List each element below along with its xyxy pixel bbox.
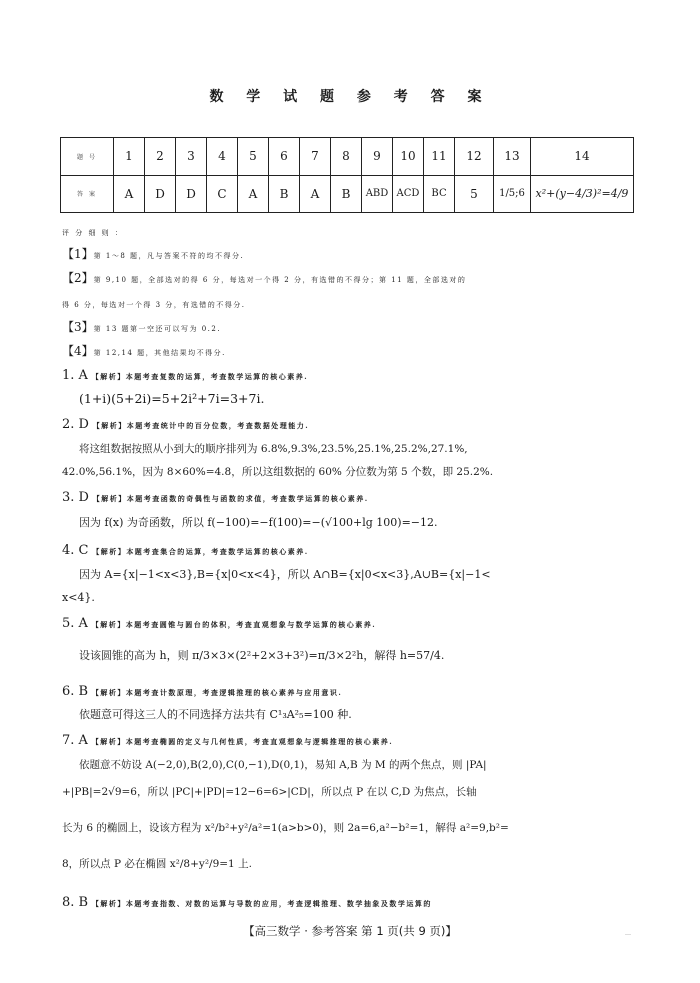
solution-line: 将这组数据按照从小到大的顺序排列为 6.8%,9.3%,23.5%,25.1%,25.2%,27.1%, [79,443,468,455]
solution-header: 2. D 【解析】本题考查统计中的百分位数，考查数据处理能力. [62,417,310,432]
table-cell: x²+(y−4/3)²=4/9 [531,175,634,213]
rule-item: 【2】第 9,10 题，全部选对的得 6 分，每选对一个得 2 分，有选错的不得分；第 11 题，全部选对的 [62,271,467,285]
solution-line: 42.0%,56.1%，因为 8×60%=4.8，所以这组数据的 60% 分位数为第 5 个数，即 25.2%. [62,466,494,478]
solution-line: 依题意可得这三人的不同选择方法共有 C¹₃A²₅=100 种. [79,708,352,721]
table-cell: 8 [331,138,362,176]
solution-header: 6. B 【解析】本题考查计数原理，考查逻辑推理的核心素养与应用意识. [62,684,343,699]
table-cell: C [207,175,238,213]
table-cell: BC [424,175,455,213]
table-cell: D [176,175,207,213]
table-cell: ACD [393,175,424,213]
solution-line: 因为 f(x) 为奇函数，所以 f(−100)=−f(100)=−(√100+lg 100)=−12. [79,516,438,529]
solution-header: 1. A 【解析】本题考查复数的运算，考查数学运算的核心素养. [62,368,309,383]
table-cell: A [114,175,145,213]
table-cell: B [331,175,362,213]
table-cell: 1 [114,138,145,176]
solution-header: 5. A 【解析】本题考查圆锥与圆台的体积，考查直观想象与数学运算的核心素养. [62,616,377,631]
rules-heading: 评 分 细 则 ： [62,229,124,237]
decorative-dots: … [625,930,631,937]
solution-line: 依题意不妨设 A(−2,0),B(2,0),C(0,−1),D(0,1)，易知 A,B 为 M 的两个焦点，则 |PA| [79,759,487,771]
rule-item: 【1】第 1～8 题，凡与答案不符的均不得分. [62,247,245,261]
solution-line: 设该圆锥的高为 h，则 π/3×3×(2²+2×3+3²)=π/3×2²h，解得 h=57/4. [79,649,445,662]
table-cell: 5 [455,175,494,213]
solution-header: 4. C 【解析】本题考查集合的运算，考查数学运算的核心素养. [62,543,309,558]
table-cell: D [145,175,176,213]
solution-line: x<4}. [62,591,95,604]
rule-item: 得 6 分，每选对一个得 3 分，有选错的不得分. [62,301,246,309]
solution-header: 8. B 【解析】本题考查指数、对数的运算与导数的应用，考查逻辑推理、数学抽象及数学运算的 [62,895,432,910]
table-cell: A [300,175,331,213]
solution-line: 长为 6 的椭圆上，设该方程为 x²/b²+y²/a²=1(a>b>0)，则 2a=6,a²−b²=1，解得 a²=9,b²= [62,822,509,834]
table-cell: 11 [424,138,455,176]
table-cell: 6 [269,138,300,176]
solution-line: 8，所以点 P 必在椭圆 x²/8+y²/9=1 上. [62,858,252,870]
rule-item: 【3】第 13 题第一空还可以写为 0.2. [62,320,222,334]
table-cell: A [238,175,269,213]
solution-line: (1+i)(5+2i)=5+2i²+7i=3+7i. [79,391,265,406]
solution-line: +|PB|=2√9=6，所以 |PC|+|PD|=12−6=6>|CD|，所以点 P 在以 C,D 为焦点，长轴 [62,786,477,798]
rule-item: 【4】第 12,14 题，其他结果均不得分. [62,344,226,358]
solution-line: 因为 A={x|−1<x<3},B={x|0<x<4}，所以 A∩B={x|0<x<3},A∪B={x|−1< [79,568,491,581]
table-cell: 7 [300,138,331,176]
page-footer: 【高三数学 · 参考答案 第 1 页(共 9 页)】 [243,924,457,938]
table-cell: 14 [531,138,634,176]
answer-table [60,137,634,213]
row-label: 题 号 [61,138,114,176]
table-cell: ABD [362,175,393,213]
table-cell: 4 [207,138,238,176]
table-row [61,138,634,176]
solution-header: 3. D 【解析】本题考查函数的奇偶性与函数的求值，考查数学运算的核心素养. [62,490,369,505]
table-cell: 13 [494,138,531,176]
page-title: 数 学 试 题 参 考 答 案 [209,89,491,105]
row-label: 答 案 [61,175,114,213]
table-row [61,175,634,213]
table-cell: 1/5;6 [494,175,531,213]
table-cell: 12 [455,138,494,176]
table-cell: B [269,175,300,213]
solution-header: 7. A 【解析】本题考查椭圆的定义与几何性质，考查直观想象与逻辑推理的核心素养. [62,733,394,748]
table-cell: 2 [145,138,176,176]
table-cell: 10 [393,138,424,176]
table-cell: 3 [176,138,207,176]
table-cell: 9 [362,138,393,176]
table-cell: 5 [238,138,269,176]
